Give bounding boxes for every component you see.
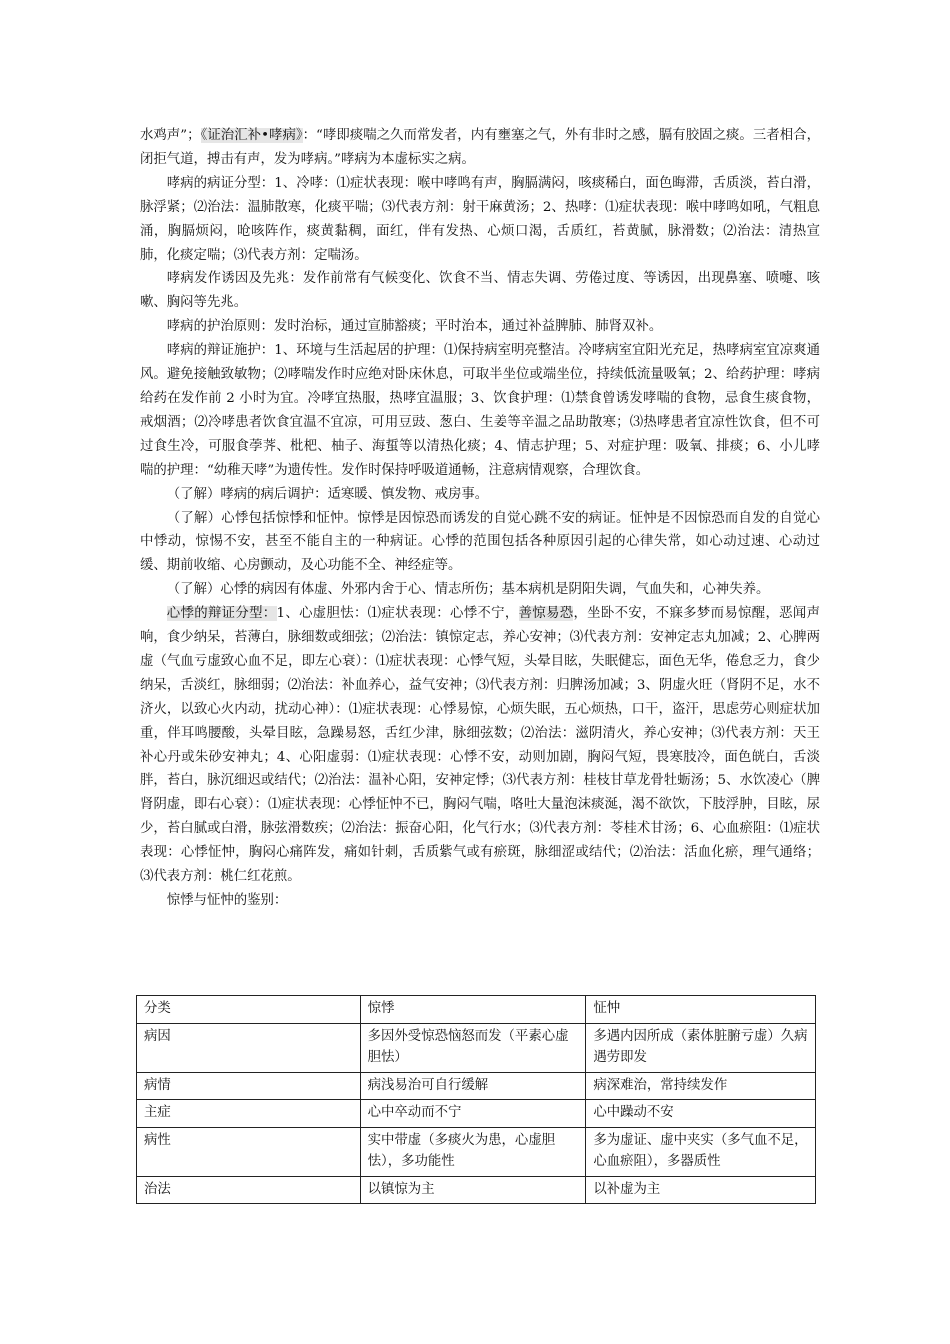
table-cell: 病因 [137, 1023, 361, 1072]
palpitation-types-part1: 1、心虚胆怯：⑴症状表现：心悸不宁， [276, 606, 519, 622]
table-cell: 心中卒动而不宁 [360, 1100, 586, 1128]
highlighted-phrase: 善惊易恐 [518, 606, 574, 622]
table-cell: 以镇惊为主 [360, 1176, 586, 1204]
table-header-cell: 怔忡 [586, 996, 816, 1024]
table-cell: 治法 [137, 1176, 361, 1204]
table-cell: 主症 [137, 1100, 361, 1128]
highlighted-heading: 心悸的辩证分型： [166, 606, 277, 622]
table-caption: 惊悸与怔忡的鉴别： [166, 893, 288, 908]
quote-prefix: 水鸡声”； [140, 128, 201, 143]
table-header-row [137, 996, 816, 1024]
table-cell: 多遇内因所成（素体脏腑亏虚）久病遇劳即发 [586, 1023, 816, 1072]
table-cell: 以补虚为主 [586, 1176, 816, 1204]
paragraph-palpitation-definition: （了解）心悸包括惊悸和怔忡。惊悸是因惊恐而诱发的自觉心跳不安的病证。怔忡是不因惊恐而自发的自觉心中悸动，惊惕不安，甚至不能自主的一种病证。心悸的范围包括各种原因引起的心律失常，如心动过速、心动过缓、期前收缩、心房颤动，及心功能不全、神经症等。 [140, 510, 820, 574]
paragraph-asthma-triggers: 哮病发作诱因及先兆：发作前常有气候变化、饮食不当、情志失调、劳倦过度、等诱因，出现鼻塞、喷嚏、咳嗽、胸闷等先兆。 [140, 271, 820, 311]
paragraph-quote [140, 124, 820, 172]
paragraph-asthma-nursing: 哮病的辩证施护：1、环境与生活起居的护理：⑴保持病室明亮整洁。冷哮病室宜阳光充足，热哮病室宜凉爽通风。避免接触致敏物；⑵哮喘发作时应绝对卧床休息，可取半坐位或端坐位，持续低流量吸氧；2、给药护理：哮病给药在发作前 2 小时为宜。冷哮宜热服，热哮宜温服；3、饮食护理：⑴禁食曾诱发哮喘的食物，忌食生痰食物，戒烟酒；⑵冷哮患者饮食宜温不宜凉，可用豆豉、葱白、生姜等辛温之品助散寒；⑶热哮患者宜凉性饮食，但不可过食生冷，可服食荸荠、枇杷、柚子、海蜇等以清热化痰；4、情志护理；5、对症护理：吸氧、排痰；6、小儿哮喘的护理：“幼稚天哮”为遗传性。发作时保持呼吸道通畅，注意病情观察，合理饮食。 [140, 343, 820, 478]
document-body [140, 124, 820, 913]
table-cell: 心中躁动不安 [586, 1100, 816, 1128]
paragraph-palpitation-causes: （了解）心悸的病因有体虚、外邪内舍于心、情志所伤；基本病机是阴阳失调，气血失和，心神失养。 [166, 582, 770, 598]
paragraph-asthma-principles: 哮病的护治原则：发时治标，通过宣肺豁痰；平时治本，通过补益脾肺、肺肾双补。 [166, 319, 663, 335]
table-header-cell: 分类 [137, 996, 361, 1024]
table-cell: 病深难治，常持续发作 [586, 1072, 816, 1100]
palpitation-types-part2: ，坐卧不安，不寐多梦而易惊醒，恶闻声响，食少纳呆，苔薄白，脉细数或细弦；⑵治法：镇惊定志，养心安神；⑶代表方剂：安神定志丸加减；2、心脾两虚（气血亏虚致心血不足，即左心衰）：⑴症状表现：心悸气短，头晕目眩，失眠健忘，面色无华，倦怠乏力，食少纳呆，舌淡红，脉细弱；⑵治法：补血养心，益气安神；⑶代表方剂：归脾汤加减；3、阴虚火旺（肾阴不足，水不济火，以致心火内动，扰动心神）：⑴症状表现：心悸易惊，心烦失眠，五心烦热，口干，盗汗，思虑劳心则症状加重，伴耳鸣腰酸，头晕目眩，急躁易怒，舌红少津，脉细弦数；⑵治法：滋阴清火，养心安神；⑶代表方剂：天王补心丹或朱砂安神丸；4、心阳虚弱：⑴症状表现：心悸不安，动则加剧，胸闷气短，畏寒肢冷，面色㿠白，舌淡胖，苔白，脉沉细迟或结代；⑵治法：温补心阳，安神定悸；⑶代表方剂：桂枝甘草龙骨牡蛎汤；5、水饮凌心（脾肾阴虚，即右心衰）：⑴症状表现：心悸怔忡不已，胸闷气喘，咯吐大量泡沫痰涎，渴不欲饮，下肢浮肿，目眩，尿少，苔白腻或白滑，脉弦滑数疾；⑵治法：振奋心阳，化气行水；⑶代表方剂：苓桂术甘汤；6、心血瘀阻：⑴症状表现：心悸怔忡，胸闷心痛阵发，痛如针刺，舌质紫气或有瘀斑，脉细涩或结代；⑵治法：活血化瘀，理气通络；⑶代表方剂：桃仁红花煎。 [140, 606, 821, 885]
table-row [137, 1072, 816, 1100]
table-cell: 多因外受惊恐恼怒而发（平素心虚胆怯） [360, 1023, 586, 1072]
paragraph-palpitation-types [140, 602, 820, 889]
table-row [137, 1127, 816, 1176]
table-cell: 病性 [137, 1127, 361, 1176]
quote-text: ：“哮即痰喘之久而常发者，内有壅塞之气，外有非时之感，膈有胶固之痰。三者相合，闭拒气道，搏击有声，发为哮病。”哮病为本虚标实之病。 [140, 128, 820, 167]
table-header-cell: 惊悸 [360, 996, 586, 1024]
table-cell: 病浅易治可自行缓解 [360, 1072, 586, 1100]
table-row [137, 1100, 816, 1128]
table-row [137, 1023, 816, 1072]
table-row [137, 1176, 816, 1204]
table-cell: 实中带虚（多痰火为患，心虚胆怯），多功能性 [360, 1127, 586, 1176]
highlighted-source-title: 《证治汇补•哮病》 [200, 128, 303, 143]
comparison-table [136, 995, 816, 1204]
paragraph-asthma-types: 哮病的病证分型：1、冷哮：⑴症状表现：喉中哮鸣有声，胸膈满闷，咳痰稀白，面色晦滞，舌质淡，苔白滑，脉浮紧；⑵治法：温肺散寒，化痰平喘；⑶代表方剂：射干麻黄汤；2、热哮：⑴症状表现：喉中哮鸣如吼，气粗息涌，胸膈烦闷，呛咳阵作，痰黄黏稠，面红，伴有发热、心烦口渴，舌质红，苔黄腻，脉滑数；⑵治法：清热宣肺，化痰定喘；⑶代表方剂：定喘汤。 [140, 175, 820, 263]
table-cell: 病情 [137, 1072, 361, 1100]
table-cell: 多为虚证、虚中夹实（多气血不足，心血瘀阻），多器质性 [586, 1127, 816, 1176]
paragraph-asthma-aftercare: （了解）哮病的病后调护：适寒暖、慎发物、戒房事。 [166, 486, 489, 502]
